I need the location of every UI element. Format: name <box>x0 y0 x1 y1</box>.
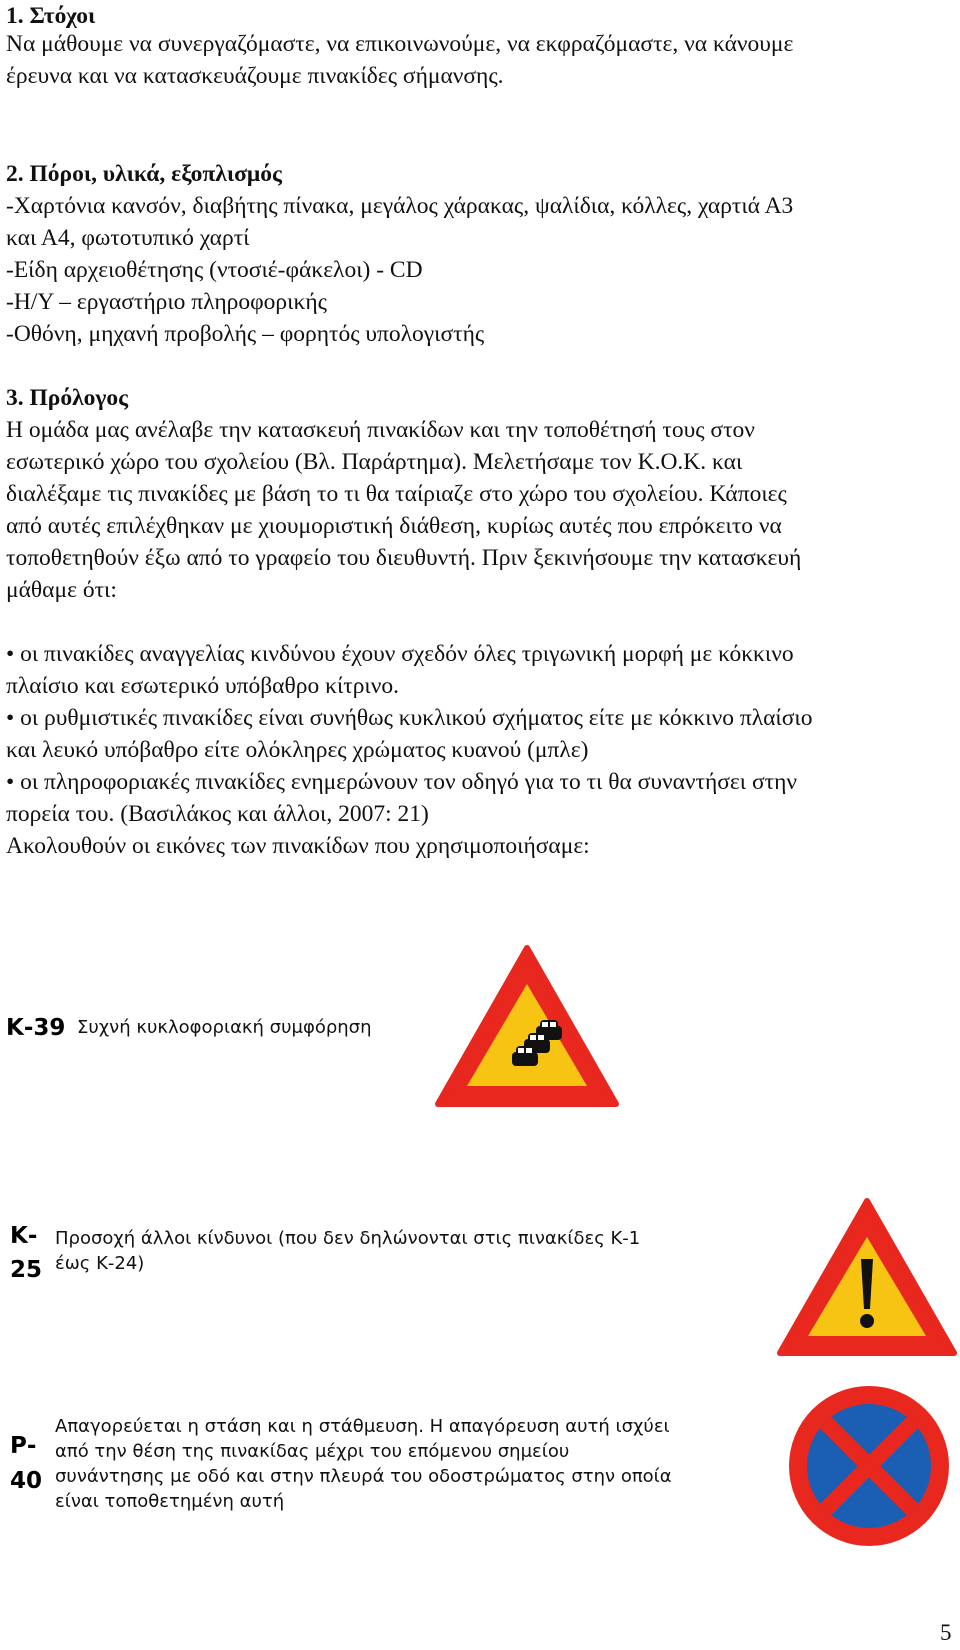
sign-description-k39: Συχνή κυκλοφοριακή συμφόρηση <box>77 1017 372 1038</box>
bullet-line-5: • οι πληροφοριακές πινακίδες ενημερώνουν τον οδηγό για το τι θα συναντήσει στην <box>6 769 798 795</box>
section-3-line-2: εσωτερικό χώρο του σχολείου (Βλ. Παράρτημα). Μελετήσαμε τον Κ.Ο.Κ. και <box>6 449 743 475</box>
sign-code-k25-part-1: Κ- <box>10 1223 38 1249</box>
bullet-line-4: και λευκό υπόβαθρο είτε ολόκληρες χρώματος κυανού (μπλε) <box>6 737 589 763</box>
section-2-line-4: -Η/Υ – εργαστήριο πληροφορικής <box>6 289 327 315</box>
sign-description-p40-line-2: από την θέση της πινακίδας μέχρι του επόμενου σημείου <box>55 1441 570 1462</box>
section-1-heading: 1. Στόχοι <box>6 3 96 29</box>
section-2-line-3: -Είδη αρχειοθέτησης (ντοσιέ-φάκελοι) - CD <box>6 257 423 283</box>
sign-code-k39: Κ-39 <box>6 1015 66 1041</box>
section-2-heading: 2. Πόροι, υλικά, εξοπλισμός <box>6 161 282 187</box>
section-1-line-2: έρευνα και να κατασκευάζουμε πινακίδες σήμανσης. <box>6 63 504 89</box>
no-stopping-no-parking-sign-icon <box>786 1383 952 1549</box>
bullet-line-1: • οι πινακίδες αναγγελίας κινδύνου έχουν σχεδόν όλες τριγωνική μορφή με κόκκινο <box>6 641 794 667</box>
sign-code-p40-part-2: 40 <box>10 1468 43 1494</box>
bullet-line-6: πορεία του. (Βασιλάκος και άλλοι, 2007: 21) <box>6 801 429 827</box>
section-3-line-1: Η ομάδα μας ανέλαβε την κατασκευή πινακίδων και την τοποθέτησή τους στον <box>6 417 755 443</box>
section-2-line-5: -Οθόνη, μηχανή προβολής – φορητός υπολογιστής <box>6 321 485 347</box>
sign-description-k25-line-2: έως Κ-24) <box>55 1253 145 1274</box>
section-2-line-2: και Α4, φωτοτυπικό χαρτί <box>6 225 250 251</box>
section-3-line-6: μάθαμε ότι: <box>6 577 117 603</box>
page-number: 5 <box>940 1620 952 1645</box>
section-1-line-1: Να μάθουμε να συνεργαζόμαστε, να επικοινωνούμε, να εκφραζόμαστε, να κάνουμε <box>6 31 794 57</box>
signs-intro-line: Ακολουθούν οι εικόνες των πινακίδων που χρησιμοποιήσαμε: <box>6 833 590 859</box>
traffic-congestion-warning-sign-icon <box>434 944 620 1109</box>
section-3-heading: 3. Πρόλογος <box>6 385 129 411</box>
sign-description-k25-line-1: Προσοχή άλλοι κίνδυνοι (που δεν δηλώνονται στις πινακίδες Κ-1 <box>55 1228 641 1249</box>
section-3-line-5: τοποθετηθούν έξω από το γραφείο του διευθυντή. Πριν ξεκινήσουμε την κατασκευή <box>6 545 802 571</box>
section-3-line-3: διαλέξαμε τις πινακίδες με βάση το τι θα ταίριαζε στο χώρο του σχολείου. Κάποιες <box>6 481 787 507</box>
section-2-line-1: -Χαρτόνια κανσόν, διαβήτης πίνακα, μεγάλος χάρακας, ψαλίδια, κόλλες, χαρτιά Α3 <box>6 193 794 219</box>
sign-description-p40-line-3: συνάντησης με οδό και στην πλευρά του οδοστρώματος στην οποία <box>55 1466 672 1487</box>
section-3-line-4: από αυτές επιλέχθηκαν με χιουμοριστική διάθεση, κυρίως αυτές που επρόκειτο να <box>6 513 782 539</box>
sign-description-p40-line-4: είναι τοποθετημένη αυτή <box>55 1491 285 1512</box>
bullet-line-3: • οι ρυθμιστικές πινακίδες είναι συνήθως κυκλικού σχήματος είτε με κόκκινο πλαίσιο <box>6 705 813 731</box>
other-dangers-warning-sign-icon <box>776 1197 958 1357</box>
sign-description-p40-line-1: Απαγορεύεται η στάση και η στάθμευση. Η απαγόρευση αυτή ισχύει <box>55 1416 670 1437</box>
sign-code-p40-part-1: Ρ- <box>10 1433 37 1459</box>
sign-code-k25-part-2: 25 <box>10 1257 43 1283</box>
bullet-line-2: πλαίσιο και εσωτερικό υπόβαθρο κίτρινο. <box>6 673 400 699</box>
